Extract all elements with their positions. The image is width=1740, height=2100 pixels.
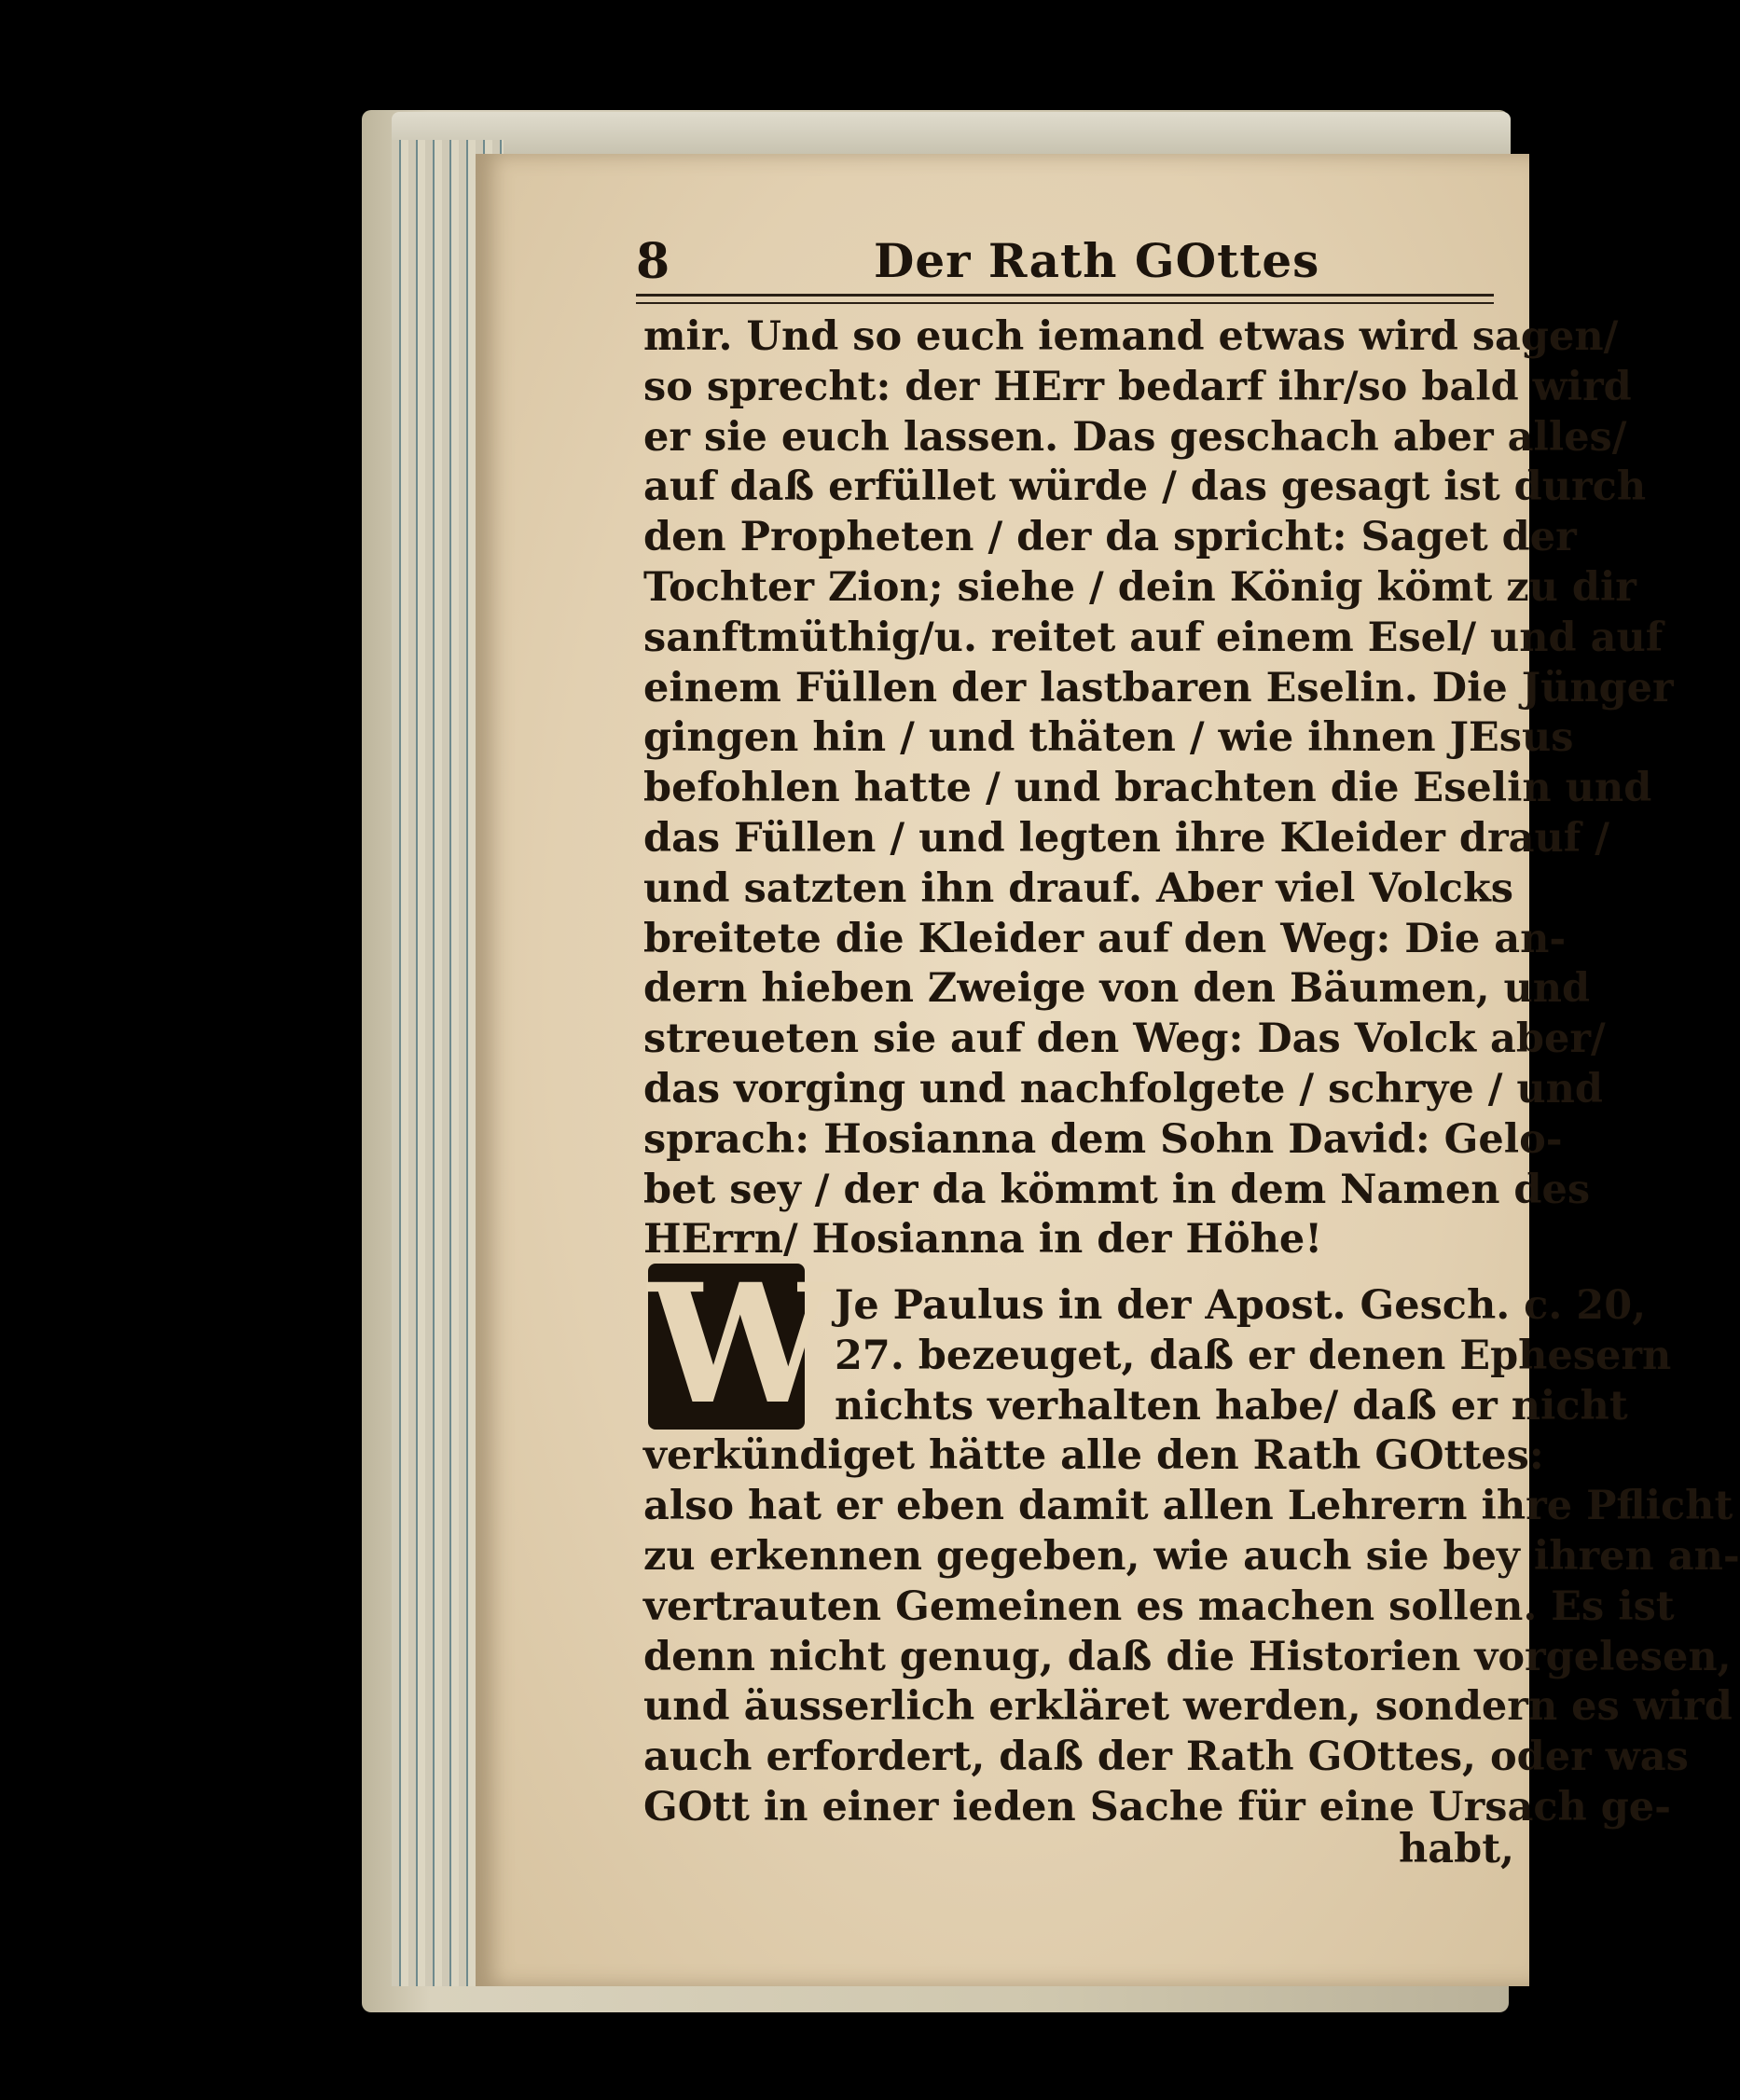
text-line: GOtt in einer ieden Sache für eine Ursach ge-: [643, 1783, 1672, 1831]
text-line: das vorging und nachfolgete / schrye / und: [643, 1065, 1603, 1112]
text-line: Tochter Zion; siehe / dein König kömt zu dir: [643, 563, 1636, 611]
running-head: Der Rath GOttes: [874, 233, 1320, 288]
text-line: bet sey / der da kömmt in dem Namen des: [643, 1166, 1591, 1213]
text-line: sanftmüthig/u. reitet auf einem Esel/ und auf: [643, 614, 1664, 661]
page-number: 8: [636, 233, 670, 290]
text-line: mir. Und so euch iemand etwas wird sagen/: [643, 313, 1619, 360]
paragraph-2: [643, 1281, 1740, 1833]
text-line: dern hieben Zweige von den Bäumen, und: [643, 965, 1591, 1013]
text-line: befohlen hatte / und brachten die Eselin und: [643, 765, 1652, 812]
text-line: 27. bezeuget, daß er denen Ephesern: [835, 1332, 1672, 1379]
text-line: verkündiget hätte alle den Rath GOttes:: [643, 1432, 1544, 1480]
header-rule: [636, 294, 1494, 304]
decorative-initial-letter: W: [648, 1248, 833, 1441]
text-line: sprach: Hosianna dem Sohn David: Gelo-: [643, 1115, 1563, 1163]
text-line: und satzten ihn drauf. Aber viel Volcks: [643, 864, 1513, 912]
text-line: so sprecht: der HErr bedarf ihr/so bald wird: [643, 363, 1632, 410]
text-line: einem Füllen der lastbaren Eselin. Die Jünger: [643, 664, 1674, 712]
text-line: vertrauten Gemeinen es machen sollen. Es ist: [643, 1582, 1675, 1630]
text-line: Je Paulus in der Apost. Gesch. c. 20,: [835, 1282, 1647, 1329]
text-line: streueten sie auf den Weg: Das Volck aber/: [643, 1015, 1606, 1063]
text-line: nichts verhalten habe/ daß er nicht: [835, 1382, 1628, 1430]
text-line: auch erfordert, daß der Rath GOttes, oder was: [643, 1734, 1689, 1781]
text-line: den Propheten / der da spricht: Saget der: [643, 514, 1577, 561]
catchword: habt,: [1399, 1826, 1515, 1872]
book-top-edge: [392, 112, 1511, 157]
text-line: zu erkennen gegeben, wie auch sie bey ihren an-: [643, 1532, 1740, 1580]
text-line: und äusserlich erkläret werden, sondern es wird: [643, 1683, 1733, 1731]
page-header: [636, 233, 1494, 289]
text-line: breitete die Kleider auf den Weg: Die an-: [643, 915, 1567, 962]
text-line: gingen hin / und thäten / wie ihnen JEsus: [643, 714, 1574, 762]
paragraph-1: [643, 312, 1674, 1265]
text-line: also hat er eben damit allen Lehrern ihre Pflicht: [643, 1483, 1733, 1530]
text-line: auf daß erfüllet würde / das gesagt ist durch: [643, 463, 1647, 511]
text-line: das Füllen / und legten ihre Kleider drauf /: [643, 814, 1609, 862]
text-line: denn nicht genug, daß die Historien vorgelesen,: [643, 1633, 1732, 1680]
text-line: er sie euch lassen. Das geschach aber alles/: [643, 413, 1627, 461]
text-line: HErrn/ Hosianna in der Höhe!: [643, 1216, 1323, 1264]
